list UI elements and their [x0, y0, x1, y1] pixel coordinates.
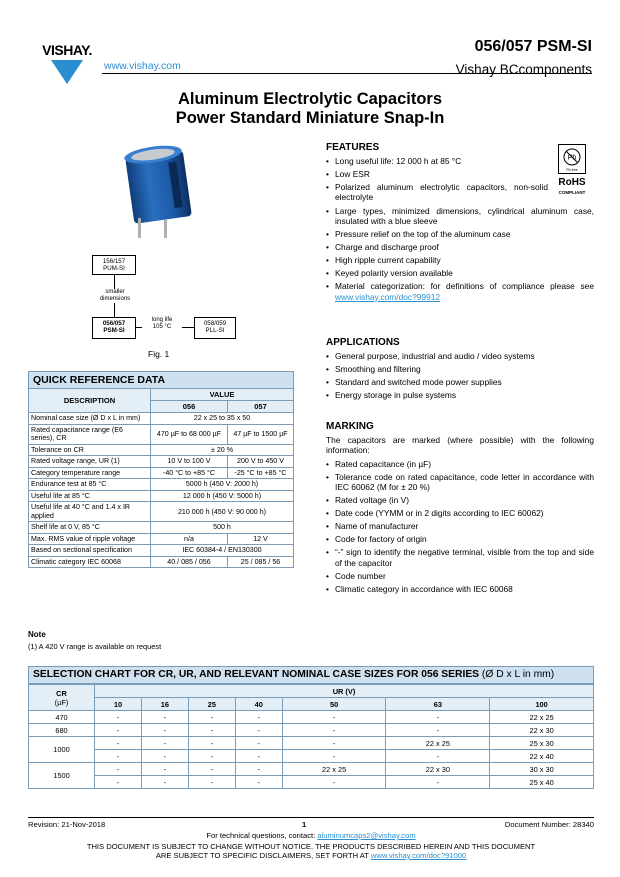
diagram-text: 156/157 — [102, 258, 126, 265]
size-cell: - — [188, 711, 235, 724]
material-link[interactable]: www.vishay.com/doc?99912 — [335, 291, 441, 302]
applications-section — [326, 337, 594, 403]
diagram-text: long life — [151, 317, 173, 323]
contact-text: For technical questions, contact: — [206, 831, 318, 840]
company-name: Vishay BCcomponents — [455, 62, 592, 77]
disclaimer-text: ARE SUBJECT TO SPECIFIC DISCLAIMERS, SET FORTH AT — [155, 851, 371, 860]
pb-free-label: Pb-free — [566, 168, 578, 172]
contact-email-link[interactable]: aluminumcaps2@vishay.com — [317, 831, 416, 840]
size-cell: - — [282, 711, 386, 724]
row-value: 200 V to 450 V — [227, 456, 293, 468]
row-value: -40 °C to +85 °C — [151, 467, 228, 479]
table-row — [29, 711, 594, 724]
voltage-header: 40 — [235, 698, 282, 711]
list-item: • Keyed polarity version available — [326, 268, 594, 278]
diagram-text: 056/057 — [102, 320, 126, 327]
selection-title-unit: (Ø D x L in mm) — [479, 669, 555, 680]
row-value: n/a — [151, 533, 228, 545]
size-cell: - — [235, 763, 282, 776]
diagram-text: smaller — [105, 289, 125, 295]
row-value: -25 °C to +85 °C — [227, 467, 293, 479]
size-cell: - — [235, 776, 282, 789]
col-057: 057 — [227, 401, 293, 413]
website-link[interactable]: www.vishay.com — [104, 60, 181, 72]
list-item: • “-” sign to identify the negative terminal, visible from the top and side of the capacitor — [326, 547, 594, 568]
voltage-header: 50 — [282, 698, 386, 711]
size-cell: - — [282, 724, 386, 737]
table-row — [29, 413, 294, 425]
table-row — [29, 424, 294, 444]
table-row — [29, 490, 294, 502]
figure-caption: Fig. 1 — [148, 349, 170, 359]
row-value: 470 µF to 68 000 µF — [151, 424, 228, 444]
row-value: 500 h — [151, 522, 294, 534]
logo-text: VISHAY. — [42, 42, 92, 58]
pb-text: Pb — [567, 154, 577, 162]
applications-list — [326, 351, 594, 401]
list-item: • Rated capacitance (in µF) — [326, 459, 594, 469]
size-cell: - — [188, 724, 235, 737]
list-item: • Code number — [326, 571, 594, 581]
list-item: • Rated voltage (in V) — [326, 495, 594, 505]
list-item: • Low ESR — [326, 169, 548, 179]
size-cell: 30 x 30 — [490, 763, 594, 776]
logo-triangle-icon — [51, 60, 83, 84]
size-cell: 25 x 40 — [490, 776, 594, 789]
diagram-arrow-label — [94, 289, 136, 303]
table-row — [29, 545, 294, 557]
table-row — [29, 750, 594, 763]
row-value: 12 000 h (450 V: 5000 h) — [151, 490, 294, 502]
selection-chart-title — [28, 666, 594, 684]
size-cell: 22 x 30 — [386, 763, 490, 776]
list-item — [326, 281, 594, 302]
applications-title: APPLICATIONS — [326, 337, 400, 348]
list-item: • Date code (YYMM or in 2 digits according to IEC 60062) — [326, 508, 594, 518]
marking-list — [326, 459, 594, 595]
revision-date: Revision: 21-Nov-2018 — [28, 820, 106, 829]
voltage-header: 63 — [386, 698, 490, 711]
size-cell: 22 x 25 — [490, 711, 594, 724]
size-cell: - — [141, 711, 188, 724]
row-value: IEC 60384-4 / EN130300 — [151, 545, 294, 557]
row-desc: Useful life at 85 °C — [29, 490, 151, 502]
cr-label: CR — [56, 688, 67, 698]
diagram-right-label — [142, 317, 182, 331]
title-line-2: Power Standard Miniature Snap-In — [175, 109, 445, 127]
size-cell: 22 x 40 — [490, 750, 594, 763]
row-desc: Nominal case size (Ø D x L in mm) — [29, 413, 151, 425]
disclaimer-link[interactable]: www.vishay.com/doc?91000 — [370, 851, 467, 860]
size-cell: - — [141, 763, 188, 776]
size-cell: - — [386, 724, 490, 737]
table-row — [29, 533, 294, 545]
row-desc: Endurance test at 85 °C — [29, 479, 151, 491]
diagram-text: 058/059 — [203, 320, 227, 327]
note-body: (1) A 420 V range is available on request — [28, 642, 162, 651]
cap-cell: 680 — [29, 724, 95, 737]
main-title — [120, 90, 500, 128]
row-desc: Category temperature range — [29, 467, 151, 479]
table-row — [29, 522, 294, 534]
col-056: 056 — [151, 401, 228, 413]
features-list-wrap — [326, 156, 594, 305]
size-cell: - — [235, 737, 282, 750]
size-cell: 25 x 30 — [490, 737, 594, 750]
size-cell: - — [95, 737, 142, 750]
size-cell: - — [95, 776, 142, 789]
table-row — [29, 467, 294, 479]
ur-header: UR (V) — [95, 685, 594, 698]
diagram-text: PLL-SI — [205, 327, 225, 334]
rohs-title: RoHS — [558, 177, 586, 188]
value-header: VALUE — [151, 389, 294, 401]
size-cell: - — [95, 724, 142, 737]
features-title: FEATURES — [326, 142, 380, 153]
list-item: • Climatic category in accordance with IEC 60068 — [326, 584, 594, 594]
row-desc: Shelf life at 0 V, 85 °C — [29, 522, 151, 534]
list-item: • Standard and switched mode power supplies — [326, 377, 594, 387]
contact-line — [28, 831, 594, 840]
size-cell: - — [386, 776, 490, 789]
size-cell: 22 x 30 — [490, 724, 594, 737]
list-item: • Charge and discharge proof — [326, 242, 594, 252]
voltage-header: 100 — [490, 698, 594, 711]
row-value: 47 µF to 1500 µF — [227, 424, 293, 444]
vishay-logo — [34, 42, 100, 86]
row-desc: Max. RMS value of ripple voltage — [29, 533, 151, 545]
cr-header — [29, 685, 95, 711]
marking-title: MARKING — [326, 421, 374, 432]
size-cell: - — [188, 776, 235, 789]
material-text: Material categorization: for definitions of compliance please see — [335, 281, 594, 292]
size-cell: - — [386, 711, 490, 724]
table-row — [29, 763, 594, 776]
row-desc: Rated voltage range, UR (1) — [29, 456, 151, 468]
table-row — [29, 456, 294, 468]
size-cell: - — [235, 750, 282, 763]
size-cell: 22 x 25 — [386, 737, 490, 750]
size-cell: - — [188, 750, 235, 763]
diagram-text: PSM-SI — [103, 327, 125, 334]
size-cell: - — [235, 724, 282, 737]
row-value: 12 V — [227, 533, 293, 545]
size-cell: - — [188, 763, 235, 776]
rohs-sub: COMPLIANT — [558, 190, 586, 195]
row-desc: Rated capacitance range (E6 series), CR — [29, 424, 151, 444]
diagram-text: dimensions — [99, 296, 131, 302]
note-heading: Note — [28, 630, 46, 639]
list-item: • Smoothing and filtering — [326, 364, 594, 374]
cr-unit: (µF) — [54, 697, 69, 707]
list-item: • Pressure relief on the top of the aluminum case — [326, 229, 594, 239]
size-cell: - — [95, 750, 142, 763]
size-cell: - — [188, 737, 235, 750]
row-value: ± 20 % — [151, 444, 294, 456]
features-list — [326, 156, 594, 302]
table-row — [29, 502, 294, 522]
features-section — [326, 142, 548, 156]
table-row — [29, 776, 594, 789]
table-row — [29, 444, 294, 456]
table-row — [29, 724, 594, 737]
size-cell: - — [95, 763, 142, 776]
diagram-text: 105 °C — [152, 324, 172, 330]
size-cell: - — [235, 711, 282, 724]
list-item: • Tolerance code on rated capacitance, code letter in accordance with IEC 60062 (M for ± 20 %) — [326, 472, 594, 493]
diagram-text: PUM-SI — [103, 265, 125, 272]
document-number: Document Number: 28340 — [504, 820, 594, 829]
size-cell: - — [95, 711, 142, 724]
row-value: 5000 h (450 V: 2000 h) — [151, 479, 294, 491]
list-item: • Energy storage in pulse systems — [326, 390, 594, 400]
doc-title: 056/057 PSM-SI — [474, 38, 592, 55]
voltage-header: 10 — [95, 698, 142, 711]
row-value: 25 / 085 / 56 — [227, 556, 293, 568]
series-diagram — [90, 255, 240, 345]
title-line-1: Aluminum Electrolytic Capacitors — [177, 90, 443, 108]
diagram-box-pum-si — [92, 255, 136, 275]
table-row — [29, 556, 294, 568]
voltage-header: 25 — [188, 698, 235, 711]
list-item: • High ripple current capability — [326, 255, 594, 265]
cap-cell: 470 — [29, 711, 95, 724]
row-desc: Useful life at 40 °C and 1.4 x IR applied — [29, 502, 151, 522]
list-item: • Polarized aluminum electrolytic capacitors, non-solid electrolyte — [326, 182, 548, 203]
list-item: • Long useful life: 12 000 h at 85 °C — [326, 156, 548, 166]
row-value: 10 V to 100 V — [151, 456, 228, 468]
size-cell: - — [386, 750, 490, 763]
size-cell: - — [141, 737, 188, 750]
selection-chart-table — [28, 684, 594, 789]
cap-cell: 1500 — [29, 763, 95, 789]
size-cell: - — [282, 750, 386, 763]
size-cell: - — [141, 724, 188, 737]
table-row — [29, 479, 294, 491]
page-number: 1 — [302, 820, 307, 829]
row-value: 22 x 25 to 35 x 50 — [151, 413, 294, 425]
size-cell: - — [282, 776, 386, 789]
list-item: • Name of manufacturer — [326, 521, 594, 531]
disclaimer — [28, 842, 594, 860]
diagram-box-pll-si — [194, 317, 236, 339]
list-item: • Code for factory of origin — [326, 534, 594, 544]
row-desc: Tolerance on CR — [29, 444, 151, 456]
desc-header: DESCRIPTION — [29, 389, 151, 413]
disclaimer-line-1: THIS DOCUMENT IS SUBJECT TO CHANGE WITHOUT NOTICE. THE PRODUCTS DESCRIBED HEREIN AND THIS DOCUMENT — [86, 842, 536, 851]
quick-reference-table — [28, 371, 294, 568]
footer-divider — [28, 817, 594, 818]
size-cell: 22 x 25 — [282, 763, 386, 776]
size-cell: - — [282, 737, 386, 750]
row-desc: Climatic category IEC 60068 — [29, 556, 151, 568]
marking-section — [326, 421, 594, 597]
row-value: 210 000 h (450 V: 90 000 h) — [151, 502, 294, 522]
capacitor-photo — [120, 140, 200, 245]
page-header — [28, 28, 592, 88]
row-desc: Based on sectional specification — [29, 545, 151, 557]
size-cell: - — [141, 776, 188, 789]
diagram-box-psm-si — [92, 317, 136, 339]
size-cell: - — [141, 750, 188, 763]
marking-intro: The capacitors are marked (where possible) with the following information: — [326, 435, 594, 456]
disclaimer-line-2 — [28, 851, 594, 860]
voltage-header: 16 — [141, 698, 188, 711]
selection-title-bold: SELECTION CHART FOR CR, UR, AND RELEVANT NOMINAL CASE SIZES FOR 056 SERIES — [33, 669, 480, 680]
row-value: 40 / 085 / 056 — [151, 556, 228, 568]
quick-reference-title: QUICK REFERENCE DATA — [29, 372, 294, 389]
cap-cell: 1000 — [29, 737, 95, 763]
list-item: • General purpose, industrial and audio / video systems — [326, 351, 594, 361]
table-row — [29, 737, 594, 750]
list-item: • Large types, minimized dimensions, cylindrical aluminum case, insulated with a blue sleeve — [326, 206, 594, 227]
